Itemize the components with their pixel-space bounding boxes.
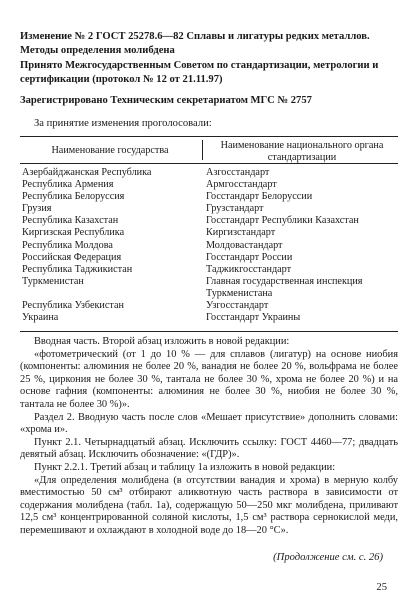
table-cell-country: Азербайджанская Республика [22, 167, 152, 178]
table-cell-standards-body: Азгосстандарт [206, 167, 270, 178]
table-bottom-rule [20, 331, 398, 332]
table-cell-country: Грузия [22, 203, 52, 215]
standards-bodies-column [206, 167, 363, 324]
page-number: 25 [376, 582, 387, 593]
table-cell-country: Республика Казахстан [22, 215, 119, 227]
table-header-body: Наименование национального органа стандартизации [220, 140, 384, 163]
paragraph-clause-2-1: Пункт 2.1. Четырнадцатый абзац. Исключить ссылку: ГОСТ 4460—77; двадцать девятый абзац. Исключить обозначение: «(ГДР)». [20, 436, 398, 461]
table-cell-standards-body: Госстандарт Республики Казахстан [206, 215, 359, 227]
table-cell-country: Республика Армения [22, 179, 114, 191]
continuation-note: (Продолжение см. с. 26) [273, 552, 383, 563]
table-cell-country: Украина [22, 312, 59, 324]
table-cell-country: Республика Таджикистан [22, 263, 133, 275]
paragraph-photometric: «фотометрический (от 1 до 10 % — для сплавов (лигатур) на основе ниобия (компоненты: алюминия не более 20 %, ванадия не более 20 %, вольфрама не более 25 %, циркония не более 30 %, тантала не более 30 %, хрома не более 20 %) и на основе гафния (компоненты: алюминия не более 30 %, ниобия не более 30 %, тантала не более 30 %)». [20, 348, 398, 410]
table-cell-standards-body: Госстандарт Белоруссии [206, 191, 313, 203]
table-cell-country: Республика Белоруссия [22, 191, 125, 203]
amendment-text [20, 336, 398, 538]
table-header-state: Наименование государства [51, 145, 169, 156]
amendment-title: Изменение № 2 ГОСТ 25278.6—82 Сплавы и лигатуры редких металлов. Методы определения молибдена [20, 31, 370, 56]
countries-column [22, 167, 151, 324]
table-cell-country: Российская Федерация [22, 251, 122, 263]
paragraph-clause-2-2-1: Пункт 2.2.1. Третий абзац и таблицу 1а изложить в новой редакции: [34, 461, 336, 473]
table-cell-standards-body: Грузстандарт [206, 203, 264, 215]
table-cell-standards-body: Главная государственная инспекция [206, 275, 363, 287]
table-header-divider [202, 140, 203, 160]
table-cell-standards-body: Госстандарт России [206, 251, 293, 263]
table-cell-country: Республика Узбекистан [22, 300, 124, 312]
voting-intro: За принятие изменения проголосовали: [34, 118, 212, 129]
table-cell-country: Республика Молдова [22, 239, 113, 251]
table-cell-standards-body: Киргизстандарт [206, 227, 276, 239]
paragraph-procedure: «Для определения молибдена (в отсутствии ванадия и хрома) в мерную колбу вместимостью 50 см³ отбирают аликвотную часть раствора в зависимости от содержания молибдена (табл. 1а), содержащую 50—250 мкг молибдена, приливают 12,5 см³ концентрированной соляной кислоты, 1,5 см³ раствора сернокислой меди, перемешивают и охлаждают в холодной воде до 18—20 °С». [20, 474, 398, 536]
table-cell-standards-body: Узгосстандарт [206, 300, 269, 312]
adoption-note: Принято Межгосударственным Советом по стандартизации, метрологии и сертификации (протокол № 12 от 21.11.97) [20, 60, 379, 85]
paragraph-section-2: Раздел 2. Вводную часть после слов «Мешает присутствие» дополнить словами: «хрома и». [20, 411, 398, 436]
table-top-rule [20, 136, 398, 137]
table-cell-standards-body: Госстандарт Украины [206, 312, 301, 324]
registration-note: Зарегистрировано Техническим секретариатом МГС № 2757 [20, 95, 312, 106]
table-cell-standards-body: Таджикгосстандарт [206, 263, 292, 275]
table-cell-country [22, 288, 151, 300]
table-header-rule [20, 163, 398, 164]
paragraph-intro-part: Вводная часть. Второй абзац изложить в новой редакции: [34, 336, 290, 347]
table-cell-standards-body: Туркменистана [206, 287, 273, 299]
table-cell-standards-body: Армгосстандарт [206, 179, 277, 191]
table-cell-standards-body: Молдовастандарт [206, 239, 283, 251]
table-cell-country: Туркменистан [22, 275, 84, 287]
table-cell-country: Киргизская Республика [22, 227, 125, 239]
